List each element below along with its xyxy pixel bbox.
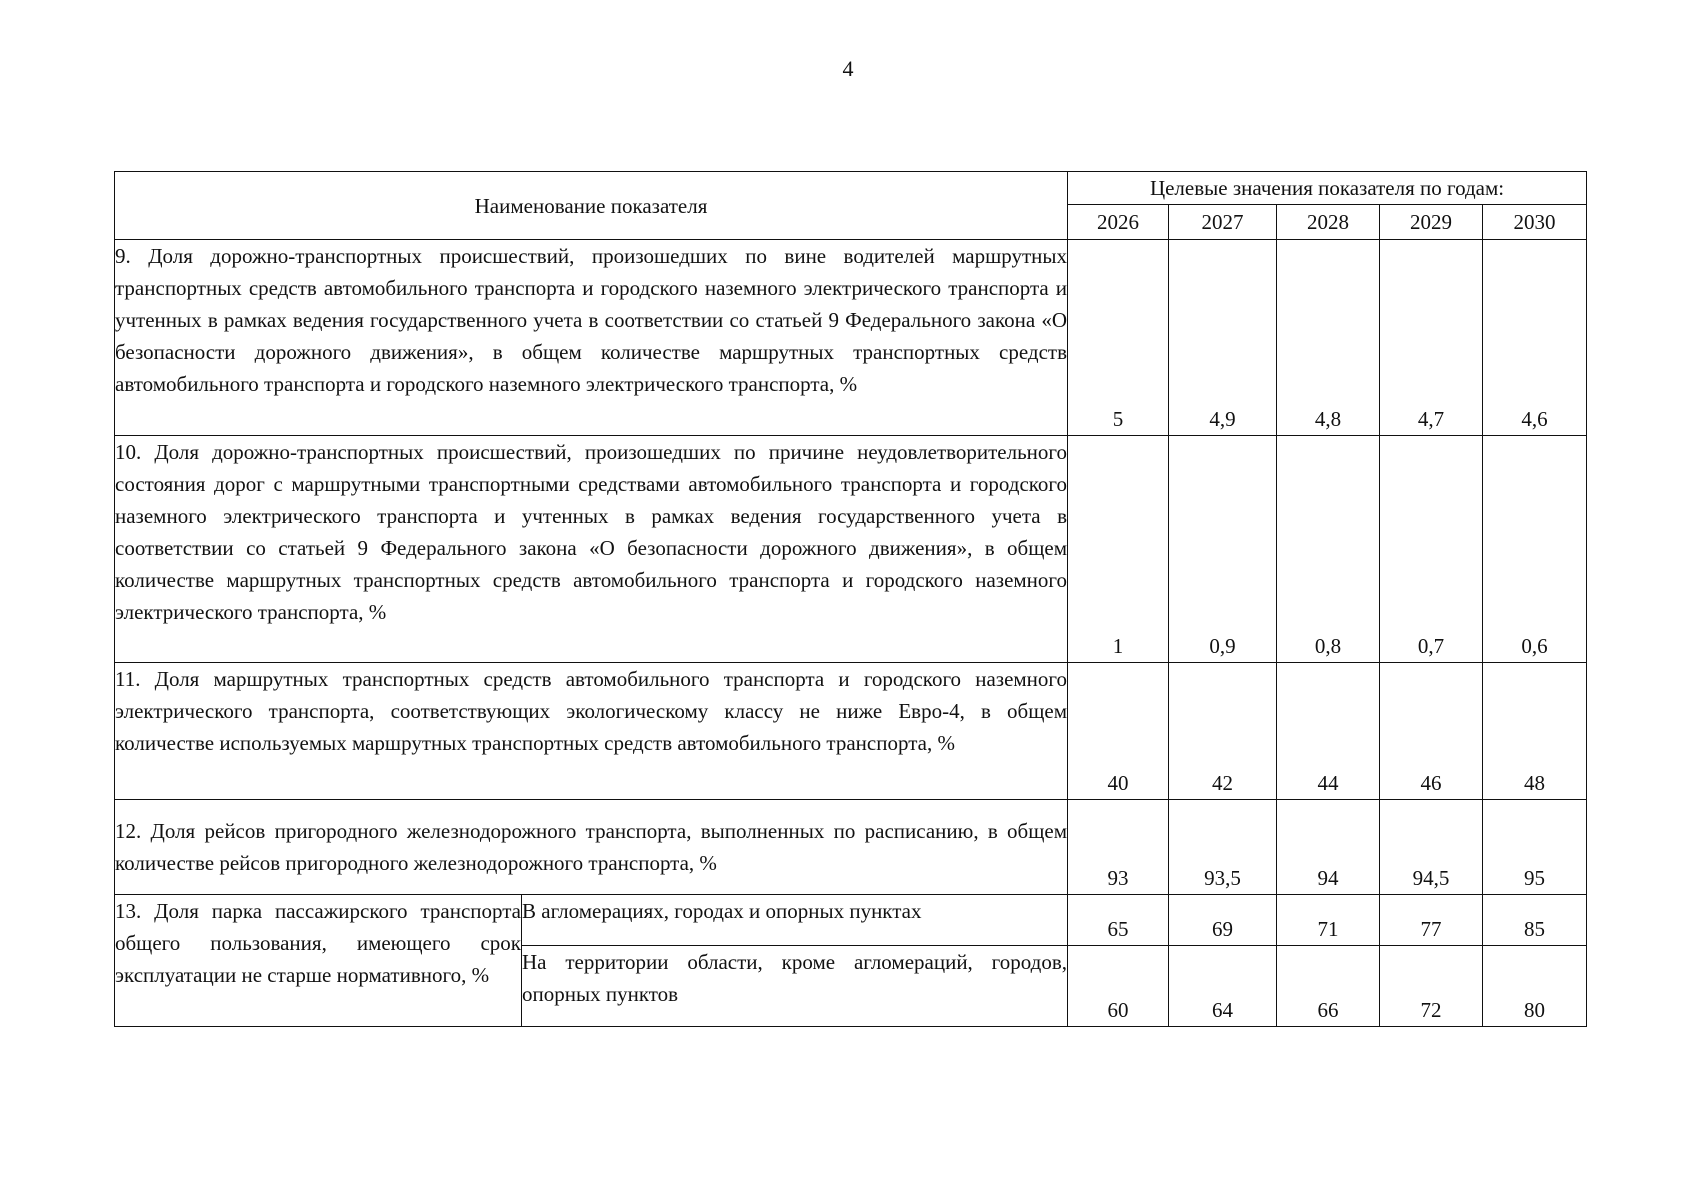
year-header: 2027: [1169, 205, 1277, 240]
table-row: [115, 895, 1587, 946]
value-cell: 69: [1169, 895, 1277, 946]
value-cell: 94: [1277, 800, 1380, 895]
page-number: 4: [842, 56, 854, 81]
indicator-name: 10. Доля дорожно-транспортных происшествий, произошедших по причине неудовлетворительного состояния дорог с маршрутными транспортными средствами автомобильного транспорта и городского наземного электрического транспорта и учтенных в рамках ведения государственного учета в соответствии со статьей 9 Федерального закона «О безопасности дорожного движения», в общем количестве маршрутных транспортных средств автомобильного транспорта и городского наземного электрического транспорта, %: [115, 436, 1068, 663]
value-cell: 0,9: [1169, 436, 1277, 663]
value-cell: 4,9: [1169, 240, 1277, 436]
value-cell: 72: [1380, 946, 1483, 1027]
value-cell: 0,7: [1380, 436, 1483, 663]
value-cell: 94,5: [1380, 800, 1483, 895]
table-row: [115, 800, 1587, 895]
value-cell: 48: [1483, 663, 1587, 800]
table-row: [115, 240, 1587, 436]
sub-indicator-name: В агломерациях, городах и опорных пунктах: [522, 895, 1068, 946]
value-cell: 80: [1483, 946, 1587, 1027]
value-cell: 42: [1169, 663, 1277, 800]
value-cell: 77: [1380, 895, 1483, 946]
value-cell: 66: [1277, 946, 1380, 1027]
value-cell: 64: [1169, 946, 1277, 1027]
indicator-name: 13. Доля парка пассажирского транспорта общего пользования, имеющего срок эксплуатации не старше нормативного, %: [115, 895, 522, 1027]
value-cell: 0,8: [1277, 436, 1380, 663]
value-cell: 40: [1068, 663, 1169, 800]
indicators-table: [114, 171, 1587, 1027]
value-cell: 60: [1068, 946, 1169, 1027]
value-cell: 71: [1277, 895, 1380, 946]
value-cell: 95: [1483, 800, 1587, 895]
value-cell: 5: [1068, 240, 1169, 436]
value-cell: 1: [1068, 436, 1169, 663]
header-row: [115, 172, 1587, 205]
table-row: [115, 663, 1587, 800]
value-cell: 85: [1483, 895, 1587, 946]
target-values-header: Целевые значения показателя по годам:: [1068, 172, 1587, 205]
year-header: 2029: [1380, 205, 1483, 240]
indicator-name: 9. Доля дорожно-транспортных происшествий, произошедших по вине водителей маршрутных транспортных средств автомобильного транспорта и городского наземного электрического транспорта и учтенных в рамках ведения государственного учета в соответствии со статьей 9 Федерального закона «О безопасности дорожного движения», в общем количестве маршрутных транспортных средств автомобильного транспорта и городского наземного электрического транспорта, %: [115, 240, 1068, 436]
value-cell: 4,6: [1483, 240, 1587, 436]
year-header: 2030: [1483, 205, 1587, 240]
value-cell: 4,7: [1380, 240, 1483, 436]
year-header: 2026: [1068, 205, 1169, 240]
value-cell: 93: [1068, 800, 1169, 895]
table-row: [115, 436, 1587, 663]
indicator-name: 11. Доля маршрутных транспортных средств автомобильного транспорта и городского наземного электрического транспорта, соответствующих экологическому классу не ниже Евро-4, в общем количестве используемых маршрутных транспортных средств автомобильного транспорта, %: [115, 663, 1068, 800]
value-cell: 46: [1380, 663, 1483, 800]
value-cell: 44: [1277, 663, 1380, 800]
indicator-name-header: Наименование показателя: [115, 172, 1068, 240]
indicator-name: 12. Доля рейсов пригородного железнодорожного транспорта, выполненных по расписанию, в общем количестве рейсов пригородного железнодорожного транспорта, %: [115, 800, 1068, 895]
value-cell: 93,5: [1169, 800, 1277, 895]
value-cell: 4,8: [1277, 240, 1380, 436]
value-cell: 65: [1068, 895, 1169, 946]
value-cell: 0,6: [1483, 436, 1587, 663]
year-header: 2028: [1277, 205, 1380, 240]
sub-indicator-name: На территории области, кроме агломераций, городов, опорных пунктов: [522, 946, 1068, 1027]
